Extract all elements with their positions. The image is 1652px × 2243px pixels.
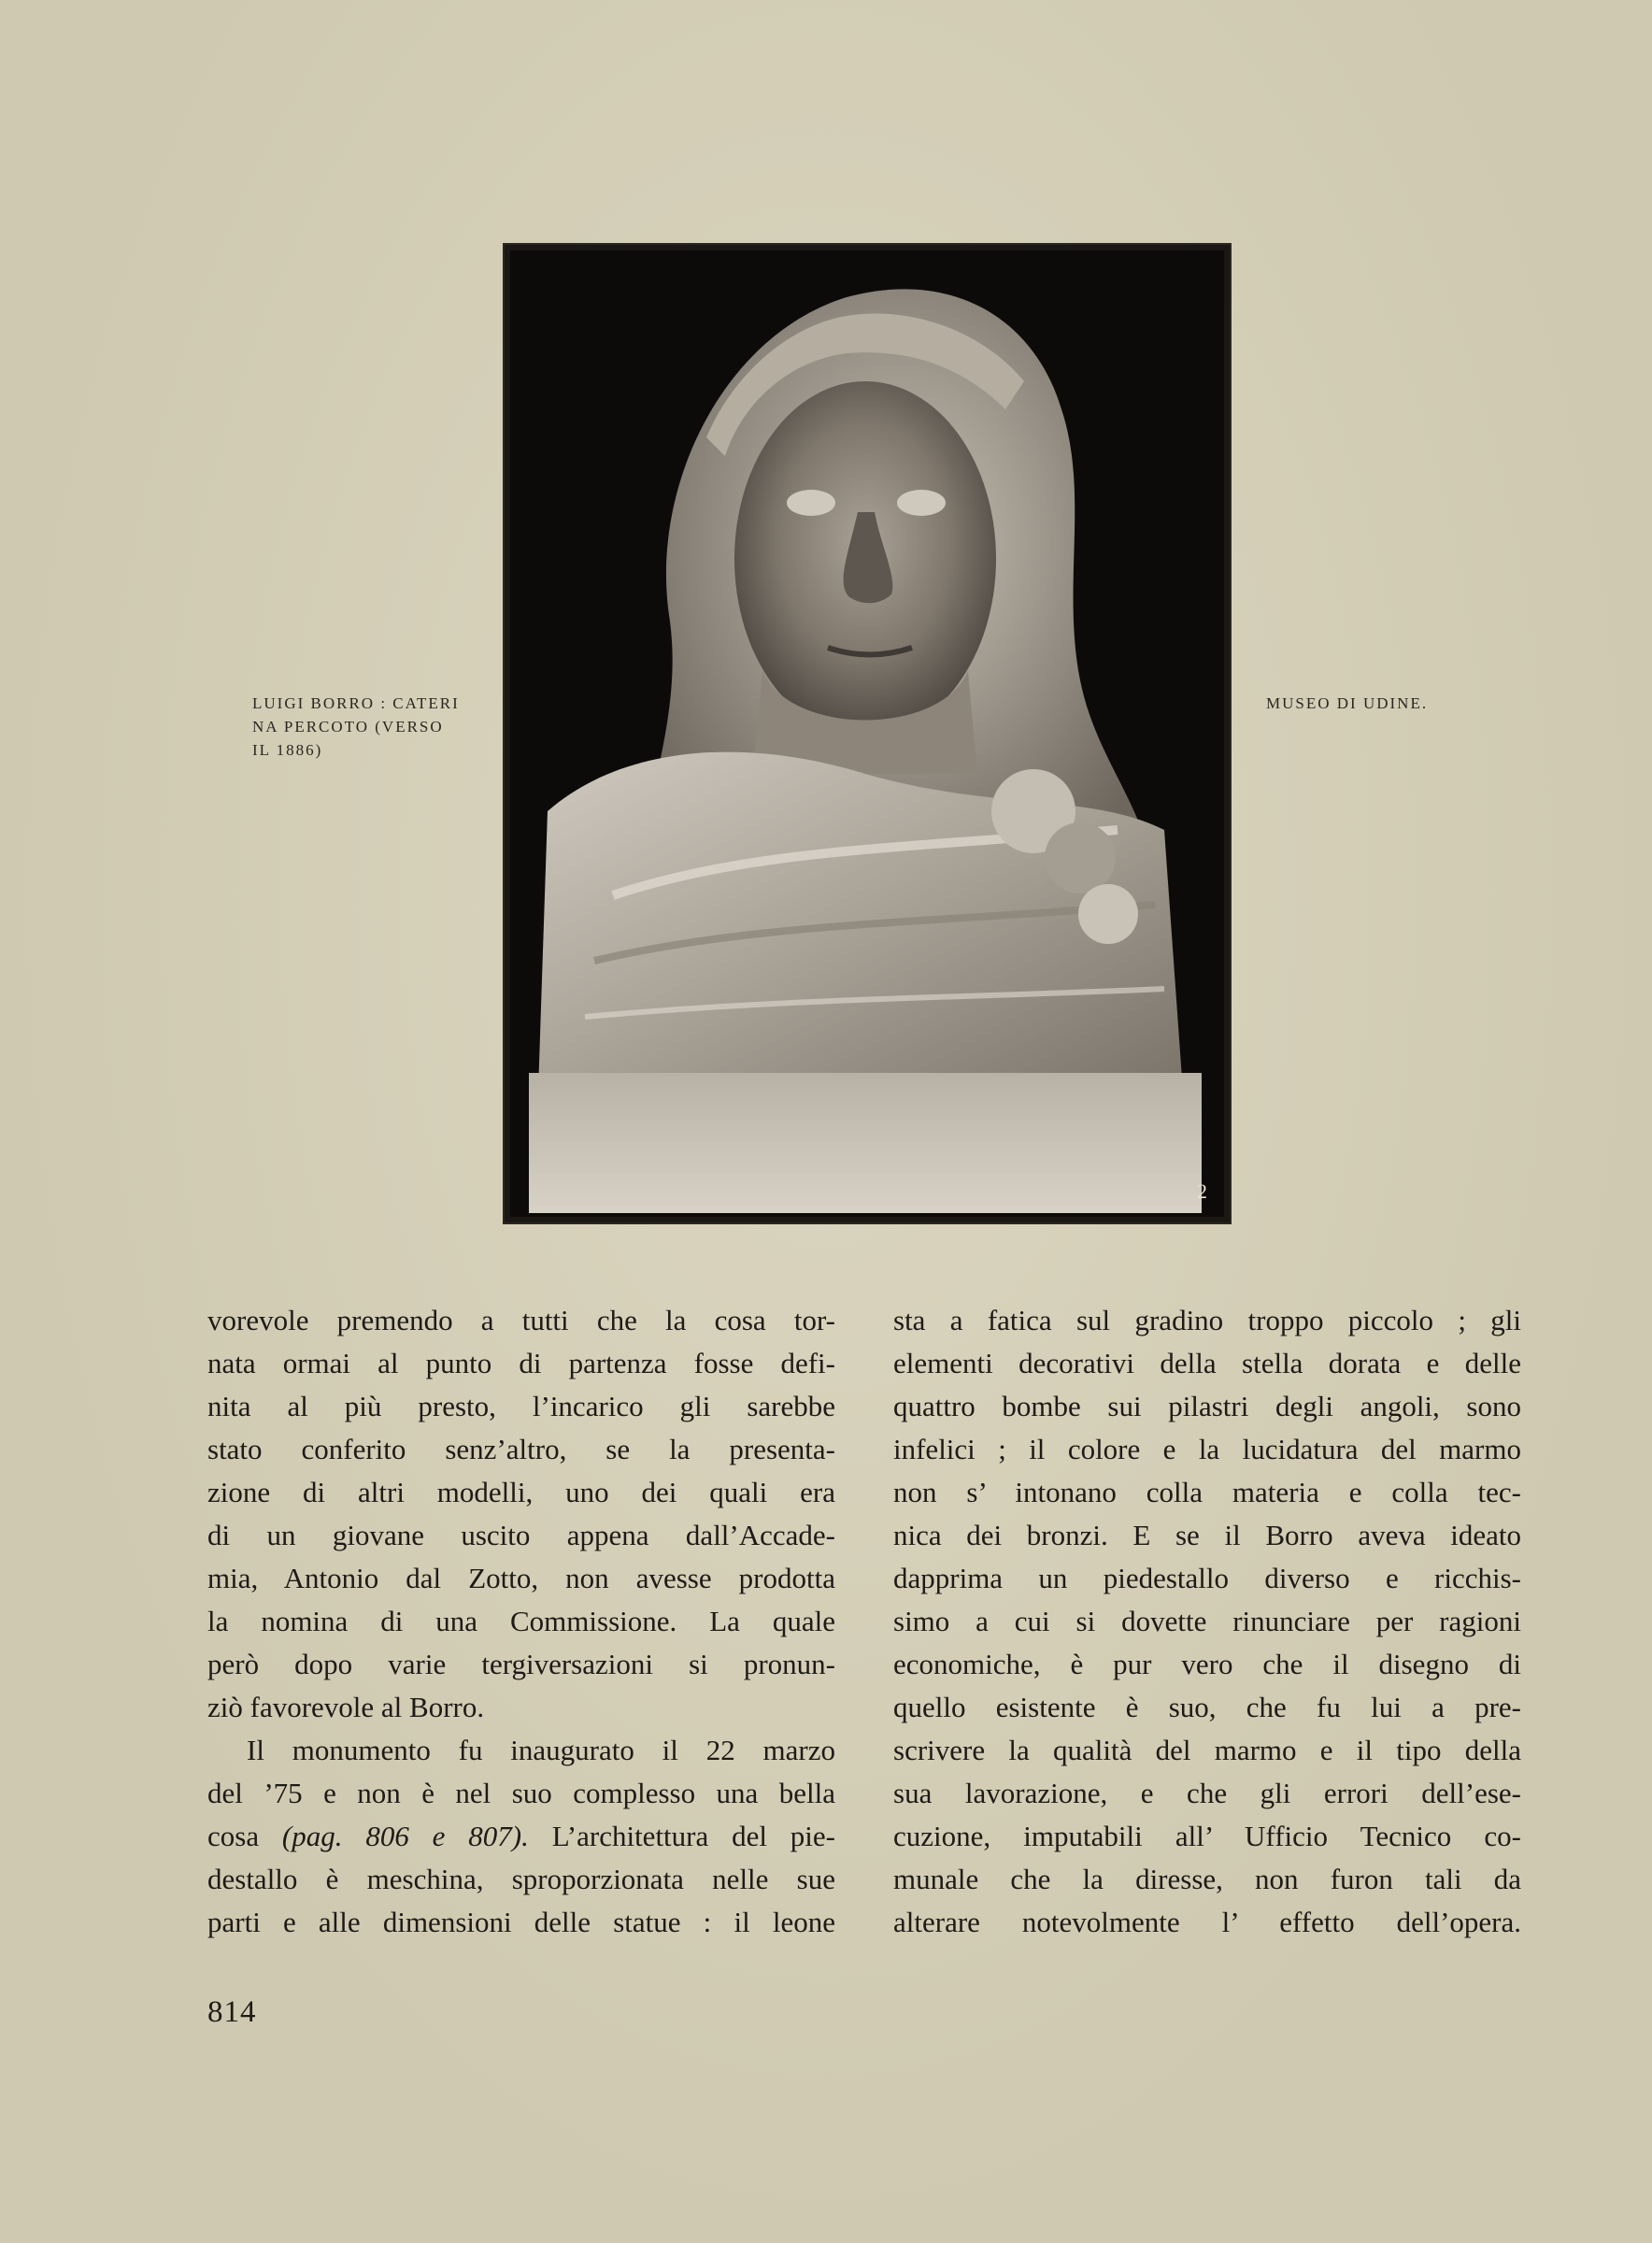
text-line: nica dei bronzi. E se il Borro aveva ideato bbox=[893, 1519, 1521, 1551]
figure-plate bbox=[503, 243, 1232, 1224]
text-line: però dopo varie tergiversazioni si pronun- bbox=[207, 1648, 835, 1680]
paragraph bbox=[207, 1729, 835, 1944]
text-line: del ’75 e non è nel suo complesso una bella bbox=[207, 1777, 835, 1809]
text-line: non s’ intonano colla materia e colla tec- bbox=[893, 1476, 1521, 1508]
page-reference: (pag. 806 e 807). bbox=[281, 1820, 529, 1852]
text-line: quattro bombe sui pilastri degli angoli, sono bbox=[893, 1390, 1521, 1422]
text-column-right bbox=[893, 1299, 1521, 1944]
text-line: nata ormai al punto di partenza fosse defi- bbox=[207, 1347, 835, 1379]
paragraph bbox=[207, 1299, 835, 1729]
figure-caption-right: MUSEO DI UDINE. bbox=[1266, 694, 1429, 712]
text-line: Il monumento fu inaugurato il 22 marzo bbox=[247, 1734, 835, 1766]
bust-photograph bbox=[510, 250, 1224, 1217]
paragraph bbox=[893, 1299, 1521, 1944]
text-line: munale che la diresse, non furon tali da bbox=[893, 1863, 1521, 1895]
text-line: sua lavorazione, e che gli errori dell’ese- bbox=[893, 1777, 1521, 1809]
figure-caption-left bbox=[252, 692, 484, 762]
text-line: destallo è meschina, sproporzionata nelle sue bbox=[207, 1863, 835, 1895]
text-line: mia, Antonio dal Zotto, non avesse prodotta bbox=[207, 1562, 835, 1594]
text-line: simo a cui si dovette rinunciare per ragioni bbox=[893, 1605, 1521, 1637]
marble-bust-photo-icon bbox=[510, 250, 1224, 1217]
text-line: scrivere la qualità del marmo e il tipo della bbox=[893, 1734, 1521, 1766]
text-line: vorevole premendo a tutti che la cosa tor- bbox=[207, 1304, 835, 1336]
caption-left-line: LUIGI BORRO : CATERI bbox=[252, 694, 460, 712]
text-line-with-reference bbox=[207, 1815, 835, 1858]
text-fragment: L’architettura del pie- bbox=[528, 1820, 835, 1852]
text-line: elementi decorativi della stella dorata e delle bbox=[893, 1347, 1521, 1379]
text-column-left bbox=[207, 1299, 835, 1944]
text-line: quello esistente è suo, che fu lui a pre- bbox=[893, 1691, 1521, 1723]
text-line: alterare notevolmente l’ effetto dell’opera. bbox=[893, 1906, 1521, 1938]
text-line: sta a fatica sul gradino troppo piccolo ; gli bbox=[893, 1304, 1521, 1336]
caption-left-line: NA PERCOTO (VERSO bbox=[252, 718, 444, 736]
text-line: ziò favorevole al Borro. bbox=[207, 1691, 485, 1723]
caption-left-line: IL 1886) bbox=[252, 741, 323, 759]
text-line: nita al più presto, l’incarico gli sarebbe bbox=[207, 1390, 835, 1422]
text-line: stato conferito senz’altro, se la presenta- bbox=[207, 1433, 835, 1465]
text-line: cuzione, imputabili all’ Ufficio Tecnico co- bbox=[893, 1820, 1521, 1852]
page-number: 814 bbox=[207, 1995, 257, 2029]
text-line: infelici ; il colore e la lucidatura del marmo bbox=[893, 1433, 1521, 1465]
text-line: parti e alle dimensioni delle statue : il leone bbox=[207, 1906, 835, 1938]
text-line: zione di altri modelli, uno dei quali era bbox=[207, 1476, 835, 1508]
text-line: di un giovane uscito appena dall’Accade- bbox=[207, 1519, 835, 1551]
text-fragment: cosa bbox=[207, 1820, 282, 1852]
text-line: economiche, è pur vero che il disegno di bbox=[893, 1648, 1521, 1680]
text-line: dapprima un piedestallo diverso e ricchis- bbox=[893, 1562, 1521, 1594]
text-line: la nomina di una Commissione. La quale bbox=[207, 1605, 835, 1637]
plate-number: 2 bbox=[1197, 1179, 1207, 1203]
